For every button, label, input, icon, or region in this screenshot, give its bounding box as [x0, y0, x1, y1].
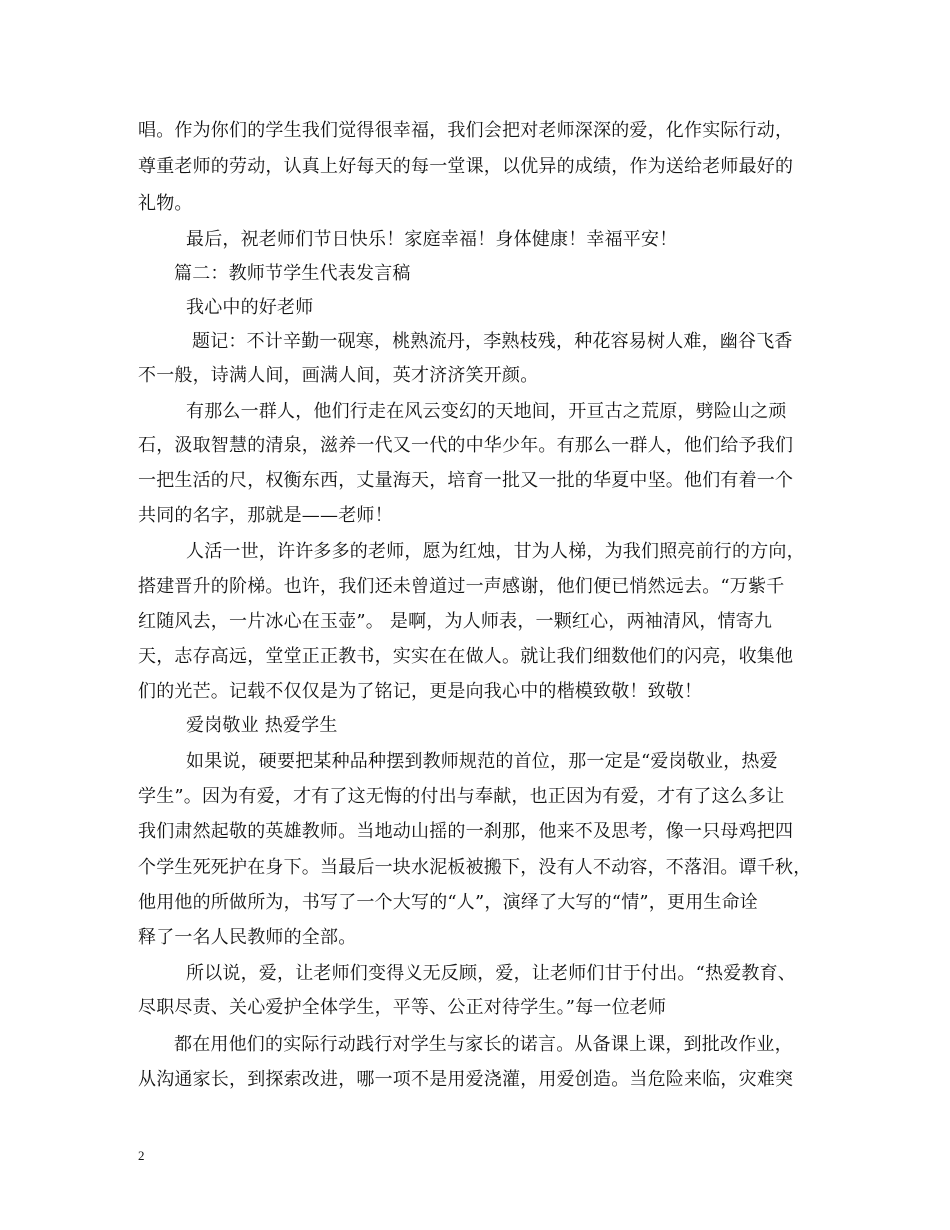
- text-line: 释了一名人民教师的全部。: [138, 927, 357, 948]
- text-line: 题记：不计辛勤一砚寒，桃熟流丹，李熟枝残，种花容易树人难，幽谷飞香: [192, 331, 793, 352]
- text-line: 礼物。: [138, 193, 193, 214]
- text-line: 所以说，爱，让老师们变得义无反顾，爱，让老师们甘于付出。“热爱教育、: [186, 963, 796, 984]
- text-line: 有那么一群人，他们行走在风云变幻的天地间，开亘古之荒原，劈险山之顽: [186, 401, 787, 422]
- subsection-title: 我心中的好老师: [186, 297, 314, 318]
- text-line: 个学生死死护在身下。当最后一块水泥板被搬下，没有人不动容，不落泪。谭千秋，: [138, 857, 812, 878]
- text-line: 尊重老师的劳动，认真上好每天的每一堂课，以优异的成绩，作为送给老师最好的: [138, 156, 794, 177]
- text-line: 如果说，硬要把某种品种摆到教师规范的首位，那一定是“爱岗敬业，热爱: [186, 751, 778, 772]
- text-line: 一把生活的尺，权衡东西，丈量海天，培育一批又一批的华夏中坚。他们有着一个: [138, 470, 794, 491]
- text-line: 从沟通家长，到探索改进，哪一项不是用爱浇灌，用爱创造。当危险来临，灾难突: [138, 1069, 794, 1090]
- text-line: 共同的名字，那就是——老师！: [138, 505, 393, 526]
- text-line: 唱。作为你们的学生我们觉得很幸福，我们会把对老师深深的爱，化作实际行动，: [138, 120, 794, 141]
- subsection-title: 爱岗敬业 热爱学生: [186, 715, 338, 736]
- text-line: 尽职尽责、关心爱护全体学生，平等、公正对待学生。”每一位老师: [138, 997, 667, 1018]
- text-line: 最后，祝老师们节日快乐！家庭幸福！身体健康！幸福平安！: [186, 229, 678, 250]
- text-line: 他用他的所做所为，书写了一个大写的“人”，演绎了大写的“情”，更用生命诠: [138, 892, 759, 913]
- text-line: 人活一世，许许多多的老师，愿为红烛，甘为人梯，为我们照亮前行的方向，: [186, 541, 805, 562]
- text-line: 红随风去，一片冰心在玉壶”。 是啊，为人师表，一颗红心，两袖清风，情寄九: [138, 611, 773, 632]
- page-number: 2: [138, 1148, 145, 1163]
- text-line: 我们肃然起敬的英雄教师。当地动山摇的一刹那，他来不及思考，像一只母鸡把四: [138, 821, 794, 842]
- section-heading: 篇二：教师节学生代表发言稿: [174, 263, 411, 284]
- text-line: 石，汲取智慧的清泉，滋养一代又一代的中华少年。有那么一群人，他们给予我们: [138, 435, 794, 456]
- text-line: 学生”。因为有爱，才有了这无悔的付出与奉献，也正因为有爱，才有了这么多让: [138, 786, 785, 807]
- text-line: 天，志存高远，堂堂正正教书，实实在在做人。就让我们细数他们的闪亮，收集他: [138, 646, 794, 667]
- text-line: 都在用他们的实际行动践行对学生与家长的诺言。从备课上课，到批改作业，: [174, 1034, 793, 1055]
- text-line: 不一般，诗满人间，画满人间，英才济济笑开颜。: [138, 365, 539, 386]
- text-line: 们的光芒。记载不仅仅是为了铭记，更是向我心中的楷模致敬！致敬！: [138, 681, 703, 702]
- text-line: 搭建晋升的阶梯。也许，我们还未曾道过一声感谢，他们便已悄然远去。“万紫千: [138, 576, 785, 597]
